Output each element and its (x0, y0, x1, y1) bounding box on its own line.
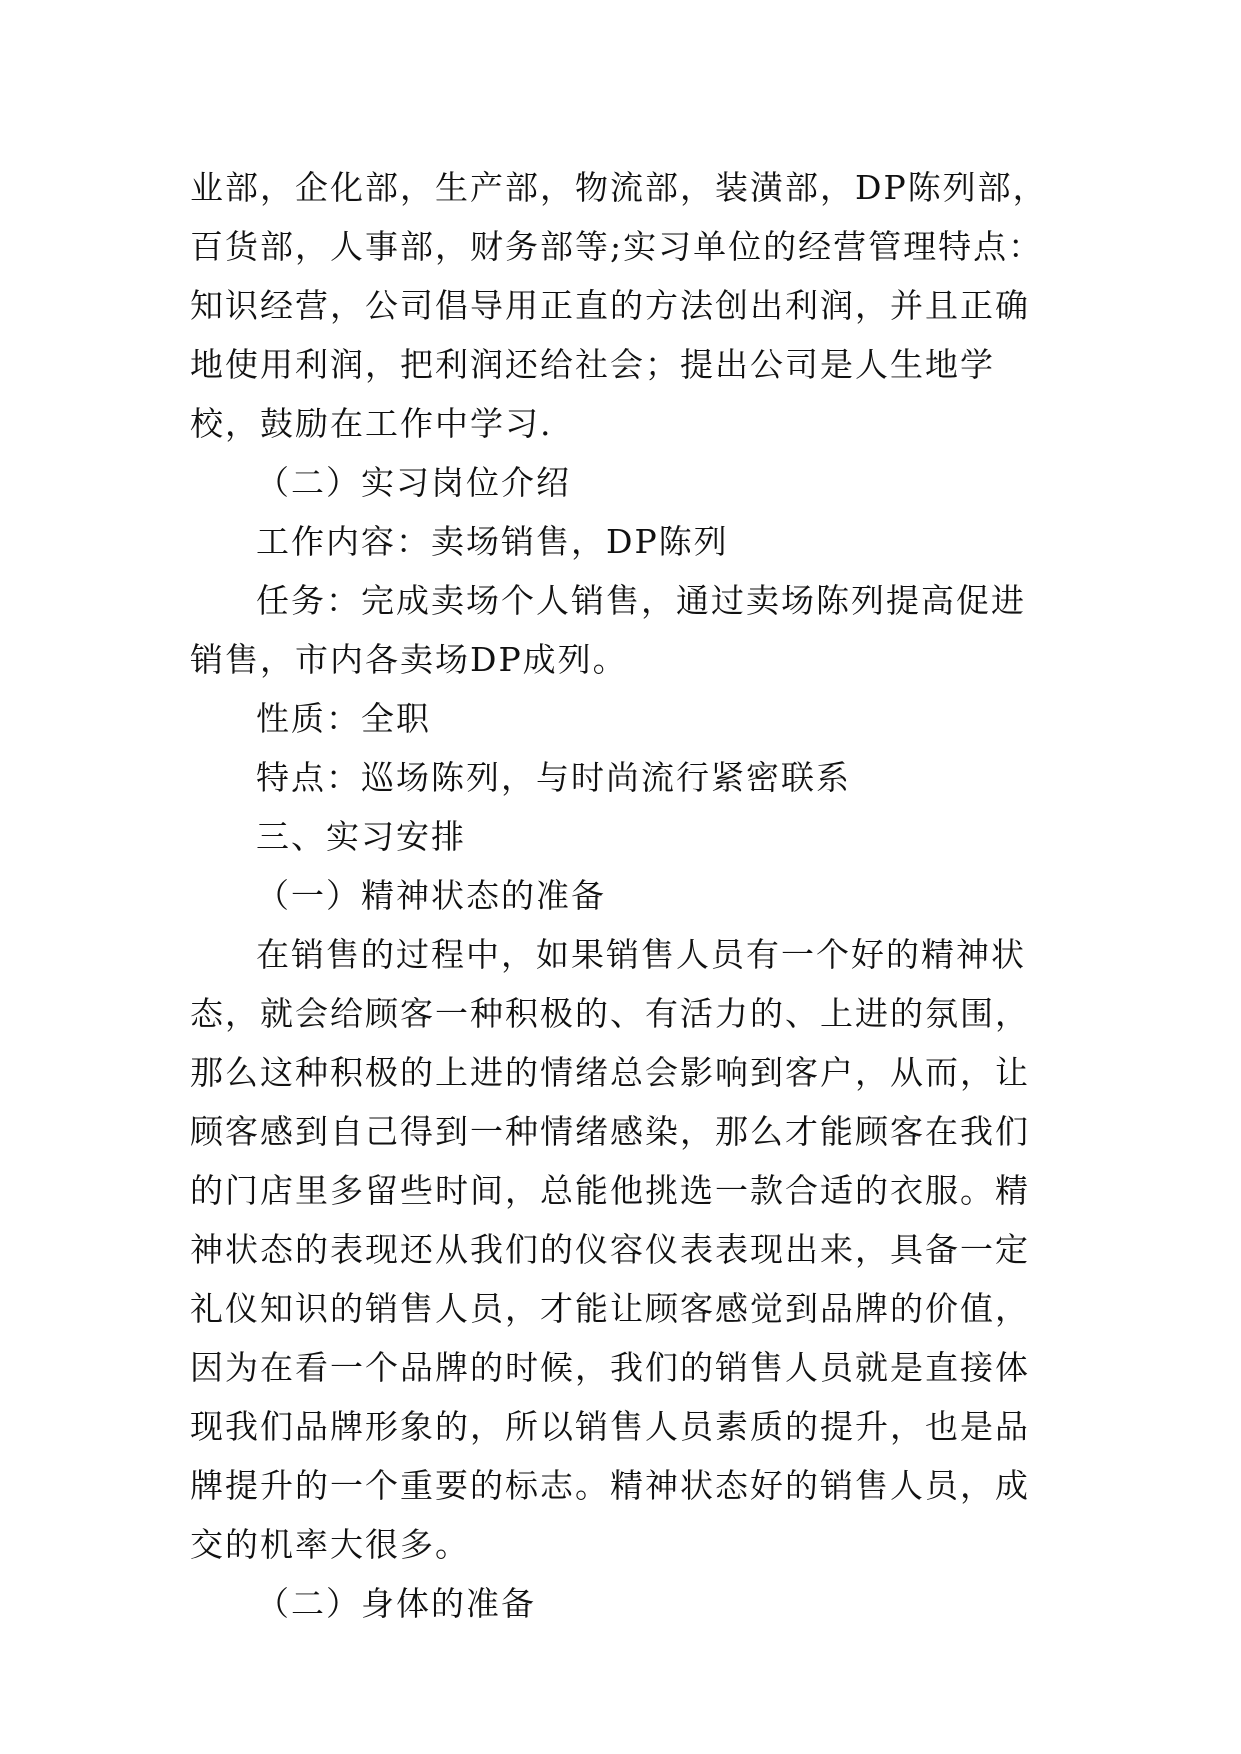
paragraph-tasks: 任务：完成卖场个人销售，通过卖场陈列提高促进销售，市内各卖场DP成列。 (190, 581, 1026, 679)
heading-internship-arrangement: 三、实习安排 (256, 817, 466, 856)
paragraph-mental-state: 在销售的过程中，如果销售人员有一个好的精神状态，就会给顾客一种积极的、有活力的、上进的氛围，那么这种积极的上进的情绪总会影响到客户，从而，让顾客感到自己得到一种情绪感染，那么才能顾客在我们的门店里多留些时间，总能他挑选一款合适的衣服。精神状态的表现还从我们的仪容仪表表现出来，具备一定礼仪知识的销售人员，才能让顾客感觉到品牌的价值，因为在看一个品牌的时候，我们的销售人员就是直接体现我们品牌形象的，所以销售人员素质的提升，也是品牌提升的一个重要的标志。精神状态好的销售人员，成交的机率大很多。 (190, 935, 1030, 1564)
paragraph-company-departments: 业部，企化部，生产部，物流部，装潢部，DP陈列部，百货部，人事部，财务部等;实习单位的经营管理特点：知识经营，公司倡导用正直的方法创出利润，并且正确地使用利润，把利润还给社会；提出公司是人生地学校，鼓励在工作中学习. (190, 168, 1048, 443)
heading-internship-position: （二）实习岗位介绍 (256, 463, 571, 502)
heading-mental-preparation: （一）精神状态的准备 (256, 876, 606, 915)
paragraph-features: 特点：巡场陈列，与时尚流行紧密联系 (256, 758, 851, 797)
paragraph-work-content: 工作内容：卖场销售，DP陈列 (256, 522, 729, 561)
paragraph-nature: 性质：全职 (256, 699, 431, 738)
heading-physical-preparation: （二）身体的准备 (256, 1584, 536, 1623)
document-body (190, 158, 1050, 1633)
